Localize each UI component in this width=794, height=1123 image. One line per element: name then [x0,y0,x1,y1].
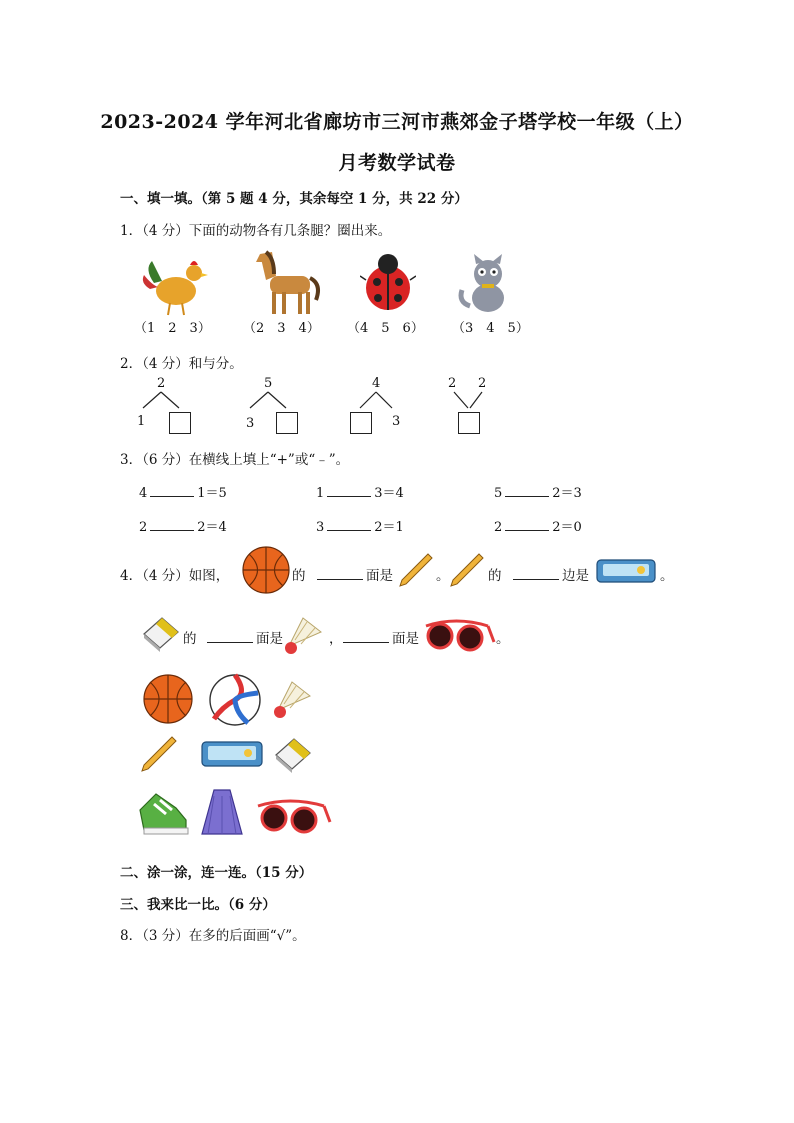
q3-eq-6: 2 2＝0 [494,520,582,535]
cat-icon [456,252,518,314]
bond4-answer-box[interactable] [458,412,480,434]
sunglasses-icon [418,612,496,654]
q4-line2-blank1: 面是 [204,627,283,647]
q4-blank-2[interactable] [513,568,559,580]
bond1-top: 2 [157,376,166,391]
q3-blank-4[interactable] [150,519,194,531]
q3-blank-2[interactable] [327,485,371,497]
q4-de-1: 的 [292,568,306,584]
q4-period-3: 。 [496,631,510,647]
basketball-icon [241,545,291,595]
q4-line1-blank2: 边是 [510,564,589,584]
q4-period-2: 。 [660,568,674,584]
q4-blank-3[interactable] [207,631,253,643]
q4-line1-blank1: 面是 [314,564,393,584]
q4-de-2: 的 [488,568,502,584]
exam-title-line1: 2023-2024 学年河北省廊坊市三河市燕郊金子塔学校一年级（上） [100,111,694,133]
horse-icon [252,248,324,316]
bond3-top: 4 [372,376,381,391]
q3-blank-3[interactable] [505,485,549,497]
q3-eq-1: 4 1＝5 [139,486,227,501]
q1-option-rooster[interactable]: （1 2 3） [134,321,211,336]
grid-pencil-box-icon [200,738,266,770]
q1-option-cat[interactable]: （3 4 5） [452,321,529,336]
q3-blank-6[interactable] [505,519,549,531]
section1-heading: 一、填一填。（第 5 题 4 分，其余每空 1 分，共 22 分） [120,191,468,207]
bond2-answer-box[interactable] [276,412,298,434]
grid-sunglasses-icon [250,792,332,836]
number-bond-3 [348,376,418,440]
bond1-answer-box[interactable] [169,412,191,434]
pencil-box-icon [595,556,659,586]
q8-text: 8．（3 分）在多的后面画“√”。 [120,928,306,944]
eraser-icon [138,612,182,654]
bond2-top: 5 [264,376,273,391]
q3-eq-2: 1 3＝4 [316,486,404,501]
q1-text: 1．（4 分）下面的动物各有几条腿？圈出来。 [120,223,392,239]
shuttlecock-icon [281,610,327,656]
q4-prefix: 4．（4 分）如图， [120,568,230,584]
q4-de-3: 的 [183,631,197,647]
q3-blank-5[interactable] [327,519,371,531]
q3-eq-5: 3 2＝1 [316,520,404,535]
q4-period-1: 。 [436,568,450,584]
bond3-answer-box[interactable] [350,412,372,434]
bond2-left: 3 [246,416,255,431]
number-bond-1 [135,376,205,440]
grid-volleyball-icon [208,673,262,727]
pencil-icon-2 [447,550,487,590]
ladybug-icon [360,250,416,314]
q1-option-ladybug[interactable]: （4 5 6） [347,321,424,336]
rooster-icon [140,255,210,317]
section2-heading: 二、涂一涂，连一连。（15 分） [120,865,313,881]
q4-line2-blank2: 面是 [340,627,419,647]
q4-blank-1[interactable] [317,568,363,580]
bond4-top-right: 2 [478,376,487,391]
q1-option-horse[interactable]: （2 3 4） [243,321,320,336]
bond1-left: 1 [137,414,146,429]
q4-comma: ， [329,631,343,647]
q4-blank-4[interactable] [343,631,389,643]
number-bond-2 [242,376,312,440]
grid-pencil-icon [138,733,180,775]
pencil-icon [396,550,436,590]
grid-shoe-icon [136,786,190,840]
bond3-right: 3 [392,414,401,429]
q3-blank-1[interactable] [150,485,194,497]
grid-eraser-icon [270,733,316,775]
section3-heading: 三、我来比一比。（6 分） [120,897,276,913]
grid-skirt-icon [200,786,244,838]
q3-eq-3: 5 2＝3 [494,486,582,501]
q3-eq-4: 2 2＝4 [139,520,227,535]
bond4-top-left: 2 [448,376,457,391]
exam-title-line2: 月考数学试卷 [338,152,456,174]
grid-shuttlecock-icon [270,674,316,720]
grid-basketball-icon [142,673,194,725]
q2-text: 2．（4 分）和与分。 [120,356,243,372]
number-bond-4 [446,376,506,440]
q3-text: 3．（6 分）在横线上填上“+”或“﹣”。 [120,452,350,468]
